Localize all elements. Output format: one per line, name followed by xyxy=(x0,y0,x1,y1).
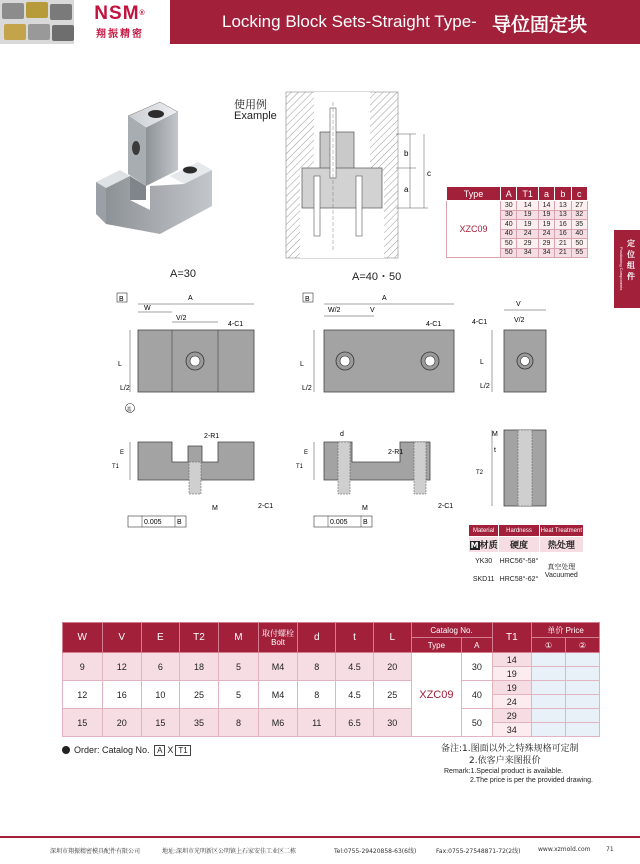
dim-t1: T1 xyxy=(296,464,304,470)
col-heat-cn: 热处理 xyxy=(539,537,583,553)
col-price-2: ② xyxy=(566,638,600,653)
front-view-a30 xyxy=(108,424,274,534)
col-a-small: a xyxy=(538,187,554,201)
cell: 20 xyxy=(102,709,142,737)
dim-lhalf: L/2 xyxy=(480,383,490,390)
cell: 30 xyxy=(501,201,517,211)
col-e: E xyxy=(142,623,180,653)
col-a: A xyxy=(462,638,492,653)
flatness-value: 0.005 xyxy=(144,519,162,526)
page-number: 71 xyxy=(606,846,614,853)
cell: 40 xyxy=(462,681,492,709)
dim-t: t xyxy=(494,447,496,454)
footer-fax: Fax:0755-27548871-72(2线) xyxy=(436,848,521,855)
cell: M4 xyxy=(258,653,298,681)
cell: 24 xyxy=(538,229,554,239)
dim-c1: 4-C1 xyxy=(426,321,442,328)
cell: 6.5 xyxy=(336,709,374,737)
dim-l: L xyxy=(118,361,122,368)
cell: 55 xyxy=(571,248,587,258)
col-hardness: Hardness xyxy=(499,525,539,537)
col-price xyxy=(532,623,600,638)
price-cell[interactable] xyxy=(566,709,600,723)
product-thumb xyxy=(26,2,48,18)
material-cn-label: 材质 xyxy=(479,541,498,551)
material-m-icon: M xyxy=(470,541,479,550)
page-title: Locking Block Sets-Straight Type- xyxy=(222,12,477,31)
cell: M4 xyxy=(258,681,298,709)
col-material-cn xyxy=(469,537,499,553)
top-view-a30 xyxy=(108,286,268,416)
cell: 34 xyxy=(538,248,554,258)
type-cell: XZC09 xyxy=(411,653,462,737)
material-name: YK30 xyxy=(475,558,493,566)
table-row xyxy=(63,709,600,723)
bullet-icon xyxy=(62,746,70,754)
cell: 32 xyxy=(571,210,587,220)
flatness-ref: B xyxy=(363,519,368,526)
product-thumb xyxy=(50,4,72,20)
dim-e: E xyxy=(120,450,125,456)
dim-r1: 2-R1 xyxy=(388,449,404,456)
header-product-thumbnails xyxy=(0,0,74,44)
product-thumb xyxy=(52,25,74,41)
price-cell[interactable] xyxy=(532,667,566,681)
col-material: Material xyxy=(469,525,499,537)
cell: 50 xyxy=(571,239,587,249)
table-row xyxy=(447,201,588,211)
datum-b: B xyxy=(119,296,124,303)
treatment-en: Vacuumed xyxy=(544,572,578,580)
dim-c1b: 2-C1 xyxy=(438,503,454,510)
dim-lhalf: L/2 xyxy=(120,385,130,392)
product-thumb xyxy=(28,24,50,40)
cell: 19 xyxy=(492,667,532,681)
dim-a-label: a xyxy=(404,185,409,194)
hardness-value: HRC56°-58° xyxy=(499,558,539,566)
material-table xyxy=(468,524,584,589)
price-cell[interactable] xyxy=(566,723,600,737)
order-label: Order: Catalog No. xyxy=(74,745,150,755)
example-label-cn: 使用例 xyxy=(234,98,267,111)
cell: 15 xyxy=(142,709,180,737)
col-t1: T1 xyxy=(517,187,538,201)
material-table-header xyxy=(469,525,584,537)
dim-b-label: b xyxy=(404,149,409,158)
cell: 27 xyxy=(571,201,587,211)
cell: 4.5 xyxy=(336,681,374,709)
order-a-box: A xyxy=(154,745,165,756)
cell: 24 xyxy=(517,229,538,239)
cell: 19 xyxy=(517,220,538,230)
price-cell[interactable] xyxy=(532,653,566,667)
product-thumb xyxy=(2,3,24,19)
cell: 19 xyxy=(492,681,532,695)
dim-a: A xyxy=(382,295,387,302)
cell: 19 xyxy=(517,210,538,220)
remarks-en xyxy=(444,767,593,785)
side-view xyxy=(470,424,570,524)
product-thumb xyxy=(4,24,26,40)
dim-l: L xyxy=(480,359,484,366)
dim-a: A xyxy=(188,295,193,302)
remark-en-2: 2.The price is per the provided drawing. xyxy=(470,777,593,784)
cell: 29 xyxy=(517,239,538,249)
cell: 34 xyxy=(517,248,538,258)
cell: 40 xyxy=(501,229,517,239)
category-side-tab[interactable] xyxy=(614,230,640,308)
dim-v: V xyxy=(516,301,521,308)
section-label-a40-50: A=40・50 xyxy=(352,271,402,283)
cell: 12 xyxy=(63,681,103,709)
bolt-cn: 取付螺栓 xyxy=(262,628,295,638)
bolt-en: Bolt xyxy=(271,637,285,647)
material-table-header-cn xyxy=(469,537,584,553)
cell: 20 xyxy=(373,653,411,681)
col-price-1: ① xyxy=(532,638,566,653)
order-t1-box: T1 xyxy=(175,745,190,756)
cell: 30 xyxy=(462,653,492,681)
dimension-table xyxy=(446,186,588,258)
top-view-a40-50 xyxy=(290,286,460,416)
dim-r1: 2-R1 xyxy=(204,433,220,440)
flatness-ref: B xyxy=(177,519,182,526)
dim-c-label: c xyxy=(427,169,431,178)
footer-tel: Tel:0755-29420858-63(6线) xyxy=(334,848,417,855)
dim-c1b: 2-C1 xyxy=(258,503,274,510)
cell: 50 xyxy=(462,709,492,737)
cell: 15 xyxy=(63,709,103,737)
price-cell[interactable] xyxy=(532,709,566,723)
col-t: t xyxy=(336,623,374,653)
brand-logo: NSM® 翔振精密 xyxy=(80,4,160,42)
cell: 19 xyxy=(538,220,554,230)
cell: 6 xyxy=(142,653,180,681)
remark-cn-2: 2.依客户来图报价 xyxy=(469,756,541,766)
header-band xyxy=(170,0,640,44)
cell: 40 xyxy=(501,220,517,230)
cell: 24 xyxy=(492,695,532,709)
cell: 29 xyxy=(538,239,554,249)
col-a: A xyxy=(501,187,517,201)
remark-en-1: Remark:1.Special product is available. xyxy=(444,768,564,775)
footer-website[interactable]: www.xzmold.com xyxy=(538,846,591,853)
col-heat-treatment: Heat Treatment xyxy=(539,525,583,537)
top-view-side xyxy=(470,290,570,410)
dim-t1: T1 xyxy=(112,464,120,470)
dimension-table-header xyxy=(447,187,588,201)
col-c-small: c xyxy=(571,187,587,201)
cell: 16 xyxy=(555,229,571,239)
cell: 18 xyxy=(179,653,219,681)
price-cell[interactable] xyxy=(532,723,566,737)
cell: 5 xyxy=(219,681,258,709)
example-label-en: Example xyxy=(234,110,277,122)
dim-d: d xyxy=(340,431,344,438)
cell: M6 xyxy=(258,709,298,737)
flatness-value: 0.005 xyxy=(330,519,348,526)
type-cell: XZC09 xyxy=(447,201,501,258)
cell: 29 xyxy=(492,709,532,723)
cell: 35 xyxy=(571,220,587,230)
cell: 25 xyxy=(179,681,219,709)
col-type: Type xyxy=(411,638,462,653)
cell: 8 xyxy=(219,709,258,737)
side-tab-cn: 定 位 组 件 xyxy=(627,239,635,281)
footer-divider xyxy=(0,836,640,838)
material-name: SKD11 xyxy=(472,576,495,583)
cell: 14 xyxy=(517,201,538,211)
dim-m: M xyxy=(362,505,368,512)
section-label-a30: A=30 xyxy=(170,268,196,280)
price-cell[interactable] xyxy=(532,695,566,709)
price-cell[interactable] xyxy=(566,681,600,695)
price-cell[interactable] xyxy=(532,681,566,695)
example-assembly-drawing xyxy=(284,92,444,260)
dim-lhalf: L/2 xyxy=(302,385,312,392)
cell: 16 xyxy=(102,681,142,709)
cell: 4.5 xyxy=(336,653,374,681)
col-t2: T2 xyxy=(179,623,219,653)
cell: 21 xyxy=(555,248,571,258)
price-cell[interactable] xyxy=(566,667,600,681)
col-bolt xyxy=(258,623,298,653)
cell: 16 xyxy=(555,220,571,230)
dim-m: M xyxy=(492,431,498,438)
col-l: L xyxy=(373,623,411,653)
remarks-cn xyxy=(441,743,579,767)
dim-l: L xyxy=(300,361,304,368)
cell: 11 xyxy=(298,709,336,737)
cell: 9 xyxy=(63,653,103,681)
order-x: X xyxy=(167,745,174,755)
price-cn: 单价 xyxy=(547,625,564,635)
datum-mark: 基 xyxy=(126,407,132,413)
col-b-small: b xyxy=(555,187,571,201)
col-t1: T1 xyxy=(492,623,532,653)
cell: 30 xyxy=(501,210,517,220)
dim-vhalf: V/2 xyxy=(514,317,525,324)
col-catalog-no: Catalog No. xyxy=(411,623,492,638)
hardness-value: HRC58°-62° xyxy=(499,576,539,583)
dim-c1: 4-C1 xyxy=(472,319,488,326)
cell: 30 xyxy=(373,709,411,737)
page-title-cn: 导位固定块 xyxy=(492,14,588,36)
dim-w: W xyxy=(144,305,151,312)
dim-c1: 4-C1 xyxy=(228,321,244,328)
footer-address: 地址:深圳市光明新区公明镇上石家安佳工业区二栋 xyxy=(162,848,297,855)
price-cell[interactable] xyxy=(566,695,600,709)
col-v: V xyxy=(102,623,142,653)
brand-name-cn: 翔振精密 xyxy=(96,29,144,40)
heat-treatment-cell xyxy=(539,553,583,589)
product-photo xyxy=(90,96,220,246)
datum-b: B xyxy=(305,296,310,303)
cell: 19 xyxy=(538,210,554,220)
price-en: Price xyxy=(565,625,584,635)
cell: 13 xyxy=(555,201,571,211)
table-row xyxy=(469,553,584,571)
cell: 8 xyxy=(298,681,336,709)
dim-e: E xyxy=(304,450,309,456)
cell: 25 xyxy=(373,681,411,709)
cell: 40 xyxy=(571,229,587,239)
dim-m: M xyxy=(212,505,218,512)
dim-v: V xyxy=(370,307,375,314)
col-m: M xyxy=(219,623,258,653)
cell: 13 xyxy=(555,210,571,220)
cell: 8 xyxy=(298,653,336,681)
treatment-cn: 真空处理 xyxy=(547,564,576,572)
cell: 34 xyxy=(492,723,532,737)
cell: 50 xyxy=(501,239,517,249)
col-w: W xyxy=(63,623,103,653)
cell: 50 xyxy=(501,248,517,258)
front-view-a40-50 xyxy=(290,424,460,534)
col-hardness-cn: 硬度 xyxy=(499,537,539,553)
cell: 12 xyxy=(102,653,142,681)
dim-vhalf: V/2 xyxy=(176,315,187,322)
spec-table-header xyxy=(63,623,600,638)
remark-cn-label: 备注: xyxy=(441,744,463,754)
table-row xyxy=(63,681,600,695)
price-cell[interactable] xyxy=(566,653,600,667)
cell: 14 xyxy=(492,653,532,667)
cell: 21 xyxy=(555,239,571,249)
order-line xyxy=(62,745,193,756)
dim-whalf: W/2 xyxy=(328,307,341,314)
footer-company: 深圳市翔振精密模具配件有限公司 xyxy=(50,848,141,855)
side-tab-en: Positioning Components xyxy=(619,247,624,291)
remark-cn-1: 1.图面以外之特殊规格可定制 xyxy=(462,744,579,754)
col-d: d xyxy=(298,623,336,653)
cell: 10 xyxy=(142,681,180,709)
specification-table xyxy=(62,622,600,737)
cell: 5 xyxy=(219,653,258,681)
table-row xyxy=(63,653,600,667)
footer xyxy=(0,840,640,864)
brand-name: NSM xyxy=(94,3,140,24)
col-type: Type xyxy=(447,187,501,201)
dim-t2: T2 xyxy=(476,470,484,476)
cell: 14 xyxy=(538,201,554,211)
cell: 35 xyxy=(179,709,219,737)
